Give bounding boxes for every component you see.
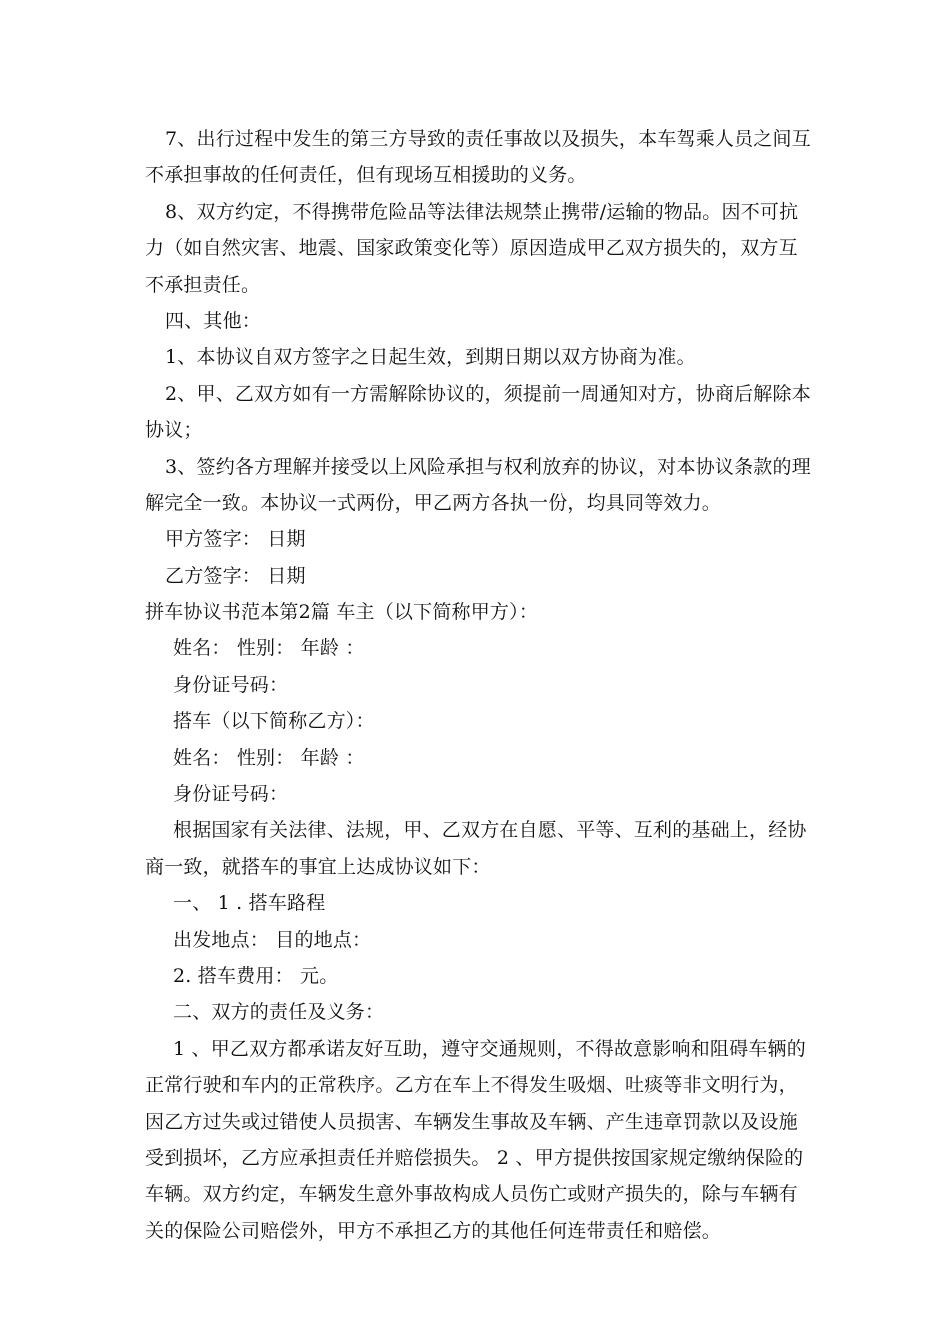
other-item-2-line-2: 协议； — [145, 419, 203, 441]
preamble-line-2: 商一致，就搭车的事宜上达成协议如下： — [145, 856, 491, 878]
section-4-heading: 四、其他： — [165, 310, 262, 332]
other-item-2-line-1: 2、甲、乙双方如有一方需解除协议的，须提前一周通知对方，协商后解除本 — [165, 383, 811, 405]
duty-paragraph-line-4: 受到损坏，乙方应承担责任并赔偿损失。 2 、甲方提供按国家规定缴纳保险的 — [145, 1147, 804, 1169]
party-b-id-number: 身份证号码： — [173, 783, 289, 805]
party-b-signature: 乙方签字： 日期 — [165, 565, 306, 587]
duty-paragraph-line-3: 因乙方过失或过错使人员损害、车辆发生事故及车辆、产生违章罚款以及设施 — [145, 1111, 798, 1133]
party-a-signature: 甲方签字： 日期 — [165, 528, 306, 550]
duty-paragraph-line-1: 1 、甲乙双方都承诺友好互助，遵守交通规则，不得故意影响和阻碍车辆的 — [173, 1038, 806, 1060]
duty-paragraph-line-6: 关的保险公司赔偿外，甲方不承担乙方的其他任何连带责任和赔偿。 — [145, 1220, 722, 1242]
preamble-line-1: 根据国家有关法律、法规，甲、乙双方在自愿、平等、互利的基础上，经协 — [173, 819, 807, 841]
paragraph-7-line-1: 7、出行过程中发生的第三方导致的责任事故以及损失，本车驾乘人员之间互 — [165, 128, 811, 150]
other-item-3-line-1: 3、签约各方理解并接受以上风险承担与权利放弃的协议，对本协议条款的理 — [165, 456, 811, 478]
template-2-title: 拼车协议书范本第2篇 车主（以下简称甲方）： — [145, 601, 539, 623]
paragraph-8-line-1: 8、双方约定，不得携带危险品等法律法规禁止携带/运输的物品。因不可抗 — [165, 201, 799, 223]
ride-fee: 2. 搭车费用： 元。 — [173, 965, 339, 987]
paragraph-8-line-3: 不承担责任。 — [145, 274, 261, 296]
other-item-3-line-2: 解完全一致。本协议一式两份，甲乙两方各执一份，均具同等效力。 — [145, 492, 722, 514]
party-a-name-gender-age: 姓名： 性别： 年龄 ： — [173, 637, 365, 659]
party-a-id-number: 身份证号码： — [173, 674, 289, 696]
party-b-heading: 搭车（以下简称乙方）： — [173, 710, 375, 732]
duty-paragraph-line-2: 正常行驶和车内的正常秩序。乙方在车上不得发生吸烟、吐痰等非文明行为， — [145, 1074, 798, 1096]
departure-destination: 出发地点： 目的地点： — [173, 929, 372, 951]
section-1-route-heading: 一、 1 . 搭车路程 — [173, 892, 326, 914]
duty-paragraph-line-5: 车辆。双方约定，车辆发生意外事故构成人员伤亡或财产损失的，除与车辆有 — [145, 1183, 798, 1205]
other-item-1: 1、本协议自双方签字之日起生效，到期日期以双方协商为准。 — [165, 346, 696, 368]
party-b-name-gender-age: 姓名： 性别： 年龄 ： — [173, 747, 365, 769]
paragraph-7-line-2: 不承担事故的任何责任，但有现场互相援助的义务。 — [145, 164, 587, 186]
paragraph-8-line-2: 力（如自然灾害、地震、国家政策变化等）原因造成甲乙双方损失的，双方互 — [145, 237, 798, 259]
section-2-heading: 二、双方的责任及义务： — [173, 1001, 385, 1023]
